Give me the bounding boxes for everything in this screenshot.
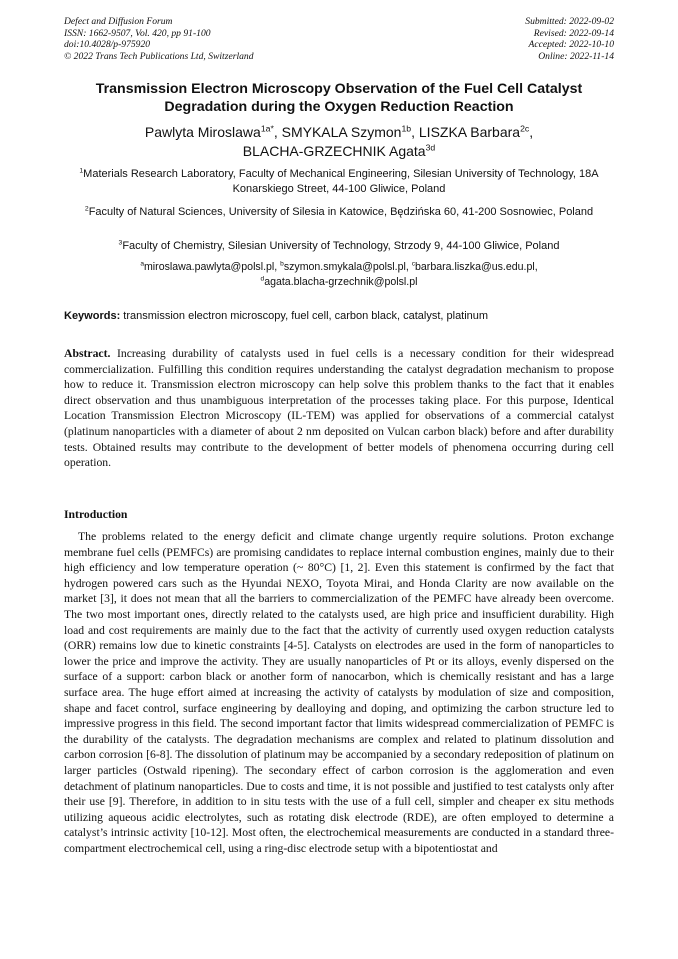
date-accepted: Accepted: 2022-10-10 [528, 39, 614, 51]
affiliation-number: 3 [118, 239, 123, 247]
journal-doi: doi:10.4028/p-975920 [64, 39, 151, 51]
author-name: SMYKALA Szymon [281, 124, 402, 140]
submission-dates [525, 16, 614, 62]
journal-name: Defect and Diffusion Forum [64, 16, 173, 27]
date-online: Online: 2022-11-14 [538, 50, 614, 62]
email-line [62, 275, 616, 290]
affiliation-text: Materials Research Laboratory, Faculty of Mechanical Engineering, Silesian University of Technology, 18A Konarskiego Street, 44-100 Gliwice, Poland [83, 168, 599, 195]
abstract-label: Abstract. [64, 347, 111, 360]
affiliation-number: 2 [84, 205, 89, 213]
affiliation-text: Faculty of Natural Sciences, University of Silesia in Katowice, Będzińska 60, 41-200 Sosnowiec, Poland [88, 206, 594, 218]
email-link[interactable]: barbara.liszka@us.edu.pl, [415, 261, 538, 273]
email-link[interactable]: szymon.smykala@polsl.pl, [283, 261, 412, 273]
keywords-text: transmission electron microscopy, fuel cell, carbon black, catalyst, platinum [120, 310, 489, 322]
author-superscript: 2c [520, 123, 530, 134]
author-superscript: 1b [401, 123, 412, 134]
email-link[interactable]: miroslawa.pawlyta@polsl.pl, [143, 261, 281, 273]
author-line [60, 142, 618, 161]
author-line [60, 123, 618, 142]
affiliation-1 [62, 167, 616, 197]
author-name: BLACHA-GRZECHNIK Agata [242, 143, 426, 159]
author-separator: , [529, 124, 534, 140]
paper-title [50, 80, 628, 116]
email-link[interactable]: agata.blacha-grzechnik@polsl.pl [264, 276, 418, 288]
date-submitted: Submitted: 2022-09-02 [525, 16, 614, 27]
abstract [64, 346, 614, 471]
author-superscript: 1a* [260, 123, 274, 134]
email-superscript: d [260, 275, 265, 283]
affiliation-text: Faculty of Chemistry, Silesian University of Technology, Strzody 9, 44-100 Gliwice, Poland [122, 240, 560, 252]
author-separator: , [411, 124, 419, 140]
email-list [62, 260, 616, 290]
date-revised: Revised: 2022-09-14 [533, 27, 614, 39]
abstract-text: Increasing durability of catalysts used in fuel cells is a necessary condition for their widespread commercialization. Fulfilling this condition requires understanding the catalyst degradation mechanism to propose how to reduce it. Transmission electron microscopy can help solve this problem thanks to the fact that it enables direct observation and thus unambiguous interpretation of the processes taking place. For this purpose, Identical Location Transmission Electron Microscopy (IL-TEM) was applied for observations of a commercial catalyst (platinum nanoparticles with a diameter of about 2 nm deposited on Vulcan carbon black) before and after durability tests. Obtained results may contribute to the development of better models of phenomena occurring during cell operation. [64, 347, 614, 470]
title-line: Transmission Electron Microscopy Observation of the Fuel Cell Catalyst [95, 81, 583, 97]
email-superscript: a [140, 260, 144, 268]
author-separator: , [273, 124, 282, 140]
keywords-label: Keywords: [64, 310, 121, 322]
email-superscript: c [411, 260, 416, 268]
title-line: Degradation during the Oxygen Reduction Reaction [164, 99, 514, 115]
author-superscript: 3d [425, 142, 436, 153]
affiliation-3 [62, 239, 616, 254]
email-superscript: b [280, 260, 284, 268]
journal-issn: ISSN: 1662-9507, Vol. 420, pp 91-100 [64, 27, 211, 39]
affiliation-2 [62, 205, 616, 220]
introduction-heading: Introduction [64, 508, 128, 521]
author-list [60, 123, 618, 161]
introduction-body: The problems related to the energy deficit and climate change urgently require solutions. Proton exchange membrane fuel cells (PEMFCs) are promising candidates to replace internal combustion engines, mainly due to their high efficiency and low temperature operation (~ 80°C) [1, 2]. Even this statement is confirmed by the fact that hydrogen powered cars such as the Hyundai NEXO, Toyota Mirai, and Honda Clarity are now available on the market [3], it does not mean that all the barriers to commercialization of the PEMFC have already been overcome. The two most important ones, directly related to the catalysts used, are high price and insufficient durability. High load and cost requirements are mainly due to the fact that the activity of currently used oxygen reduction catalysts (ORR) remains low due to kinetic constraints [4-5]. Catalysts on electrodes are used in the form of nanoparticles to lower the price and improve the activity. They are usually nanoparticles of Pt or its alloys, evenly dispersed on the surface of a support: carbon black or another form of nanocarbon, which is chemically resistant and has a large surface area. The huge effort aimed at increasing the activity of catalysts by modulation of size and composition, shape and facet control, surface engineering by dealloying and doping, and optimizing the carbon structure led to impressive progress in this field. The second important factor that limits widespread commercialization of PEMFC is the durability of the catalysts. The degradation mechanisms are complex and related to platinum dissolution and carbon corrosion [6-8]. The dissolution of platinum may be accompanied by a secondary redeposition of platinum on larger particles (Ostwald ripening). The secondary effect of carbon corrosion is the agglomeration and even detachment of platinum nanoparticles. Due to costs and time, it is not possible and justified to test catalysts only after their use [9]. Therefore, in addition to in situ tests with the use of a full cell, simpler and cheaper ex situ methods utilizing aqueous acidic electrolytes, such as rotating disk electrode (RDE), are often employed to determine a catalyst’s intrinsic activity [10-12]. Most often, the electrochemical measurements are conducted in a standard three-compartment electrochemical cell, using a ring-disc electrode setup with a bipotentiostat and [64, 530, 614, 855]
journal-copyright: © 2022 Trans Tech Publications Ltd, Switzerland [64, 50, 254, 62]
author-name: LISZKA Barbara [418, 124, 521, 140]
affiliation-number: 1 [79, 167, 84, 175]
email-line [62, 260, 616, 275]
journal-info [64, 16, 254, 62]
author-name: Pawlyta Miroslawa [144, 124, 261, 140]
keywords [64, 309, 614, 324]
